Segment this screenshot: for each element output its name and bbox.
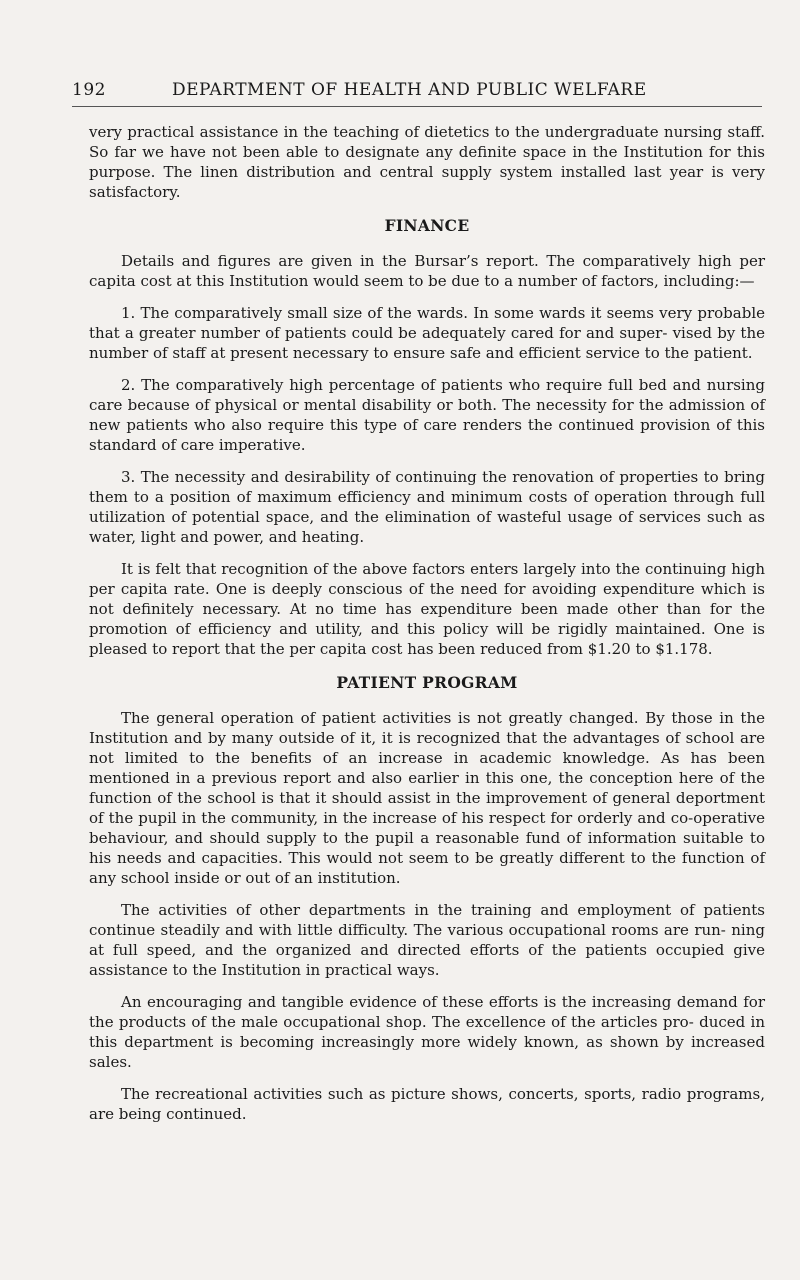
finance-paragraph: It is felt that recognition of the above factors enters largely into the continuing high per capita rate. One is deeply conscious of the need for avoiding expenditure which is not definitely necessary. At no time has expenditure been made other than for the promotion of efficiency and utility, and this policy will be rigidly maintained. One is pleased to report that the per capita cost has been reduced from $1.20 to $1.178.: [89, 560, 765, 658]
patient-program-paragraph: The general operation of patient activities is not greatly changed. By those in the Institution and by many outside of it, it is recognized that the advantages of school are not limited to the benefits of an increase in academic knowledge. As has been mentioned in a previous report and also earlier in this one, the conception here of the function of the school is that it should assist in the improvement of general deportment of the pupil in the community, in the increase of his respect for orderly and co-operative behaviour, and should supply to the pupil a reasonable fund of information suitable to his needs and capacities. This would not seem to be greatly different to the function of any school inside or out of an institution.: [89, 709, 765, 887]
patient-program-paragraph: The recreational activities such as picture shows, concerts, sports, radio programs, are being continued.: [89, 1085, 765, 1123]
intro-paragraph: very practical assistance in the teaching of dietetics to the undergraduate nursing staff. So far we have not been able to designate any definite space in the Institution for this purpose. The linen distribution and central supply system installed last year is very satisfactory.: [89, 123, 765, 201]
page-number: 192: [72, 80, 106, 100]
patient-program-paragraph: The activities of other departments in the training and employment of patients continue steadily and with little difficulty. The various occupational rooms are run- ning at full speed, and the organized and directed efforts of the patients occupied give assistance to the Institution in practical ways.: [89, 901, 765, 979]
finance-list-item: 2. The comparatively high percentage of patients who require full bed and nursing care because of physical or mental disability or both. The necessity for the admission of new patients who also require this type of care renders the continued provision of this standard of care imperative.: [89, 376, 765, 454]
finance-heading: FINANCE: [384, 216, 470, 235]
running-head: DEPARTMENT OF HEALTH AND PUBLIC WELFARE: [172, 80, 647, 100]
finance-paragraph: Details and figures are given in the Bursar’s report. The comparatively high per capita cost at this Institution would seem to be due to a number of factors, including:—: [89, 252, 765, 290]
patient-program-paragraph: An encouraging and tangible evidence of these efforts is the increasing demand for the products of the male occupational shop. The excellence of the articles pro- duced in this department is becoming increasingly more widely known, as shown by increased sales.: [89, 993, 765, 1071]
body-text: [89, 122, 765, 1136]
page-header: [72, 78, 762, 107]
finance-list-item: 3. The necessity and desirability of continuing the renovation of properties to bring them to a position of maximum efficiency and minimum costs of operation through full utilization of potential space, and the elimination of wasteful usage of services such as water, light and power, and heating.: [89, 468, 765, 546]
finance-list-item: 1. The comparatively small size of the wards. In some wards it seems very probable that a greater number of patients could be adequately cared for and super- vised by the number of staff at present necessary to ensure safe and efficient service to the patient.: [89, 304, 765, 362]
patient-program-heading: PATIENT PROGRAM: [336, 673, 518, 692]
